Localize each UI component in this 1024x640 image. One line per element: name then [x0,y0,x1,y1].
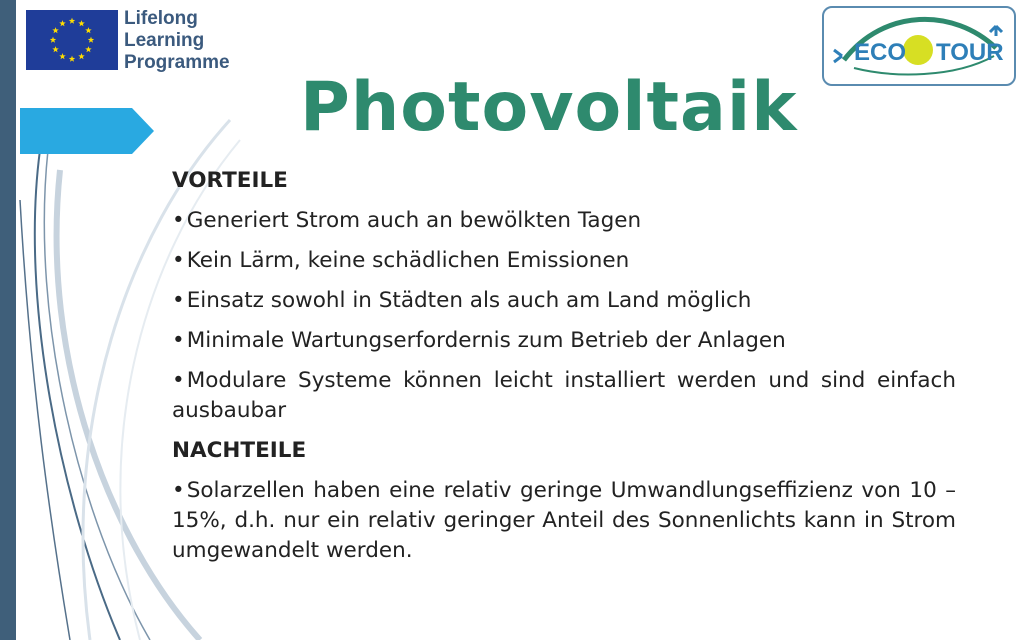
ecotour-logo-eco: ECO [854,39,907,66]
llp-line-1: Lifelong [124,8,198,29]
advantage-item-1: •Generiert Strom auch an bewölkten Tagen [172,208,642,233]
advantage-item-2: •Kein Lärm, keine schädlichen Emissionen [172,248,630,273]
disadvantages-heading: NACHTEILE [172,438,307,463]
advantage-item-4: •Minimale Wartungserfordernis zum Betrieb der Anlagen [172,328,786,353]
advantages-heading: VORTEILE [172,168,288,193]
llp-line-3: Programme [124,52,230,73]
advantage-item-5: •Modulare Systeme können leicht installiert werden und sind einfach ausbaubar [172,368,956,423]
slide-content [172,166,956,576]
ecotour-logo-graphic [824,8,1014,84]
llp-line-2: Learning [124,30,205,51]
eu-flag-icon [26,10,118,70]
ecotour-logo [822,6,1016,86]
advantage-item-3: •Einsatz sowohl in Städten als auch am Land möglich [172,288,752,313]
disadvantage-item-1: •Solarzellen haben eine relativ geringe Umwandlungseffizienz von 10 – 15%, d.h. nur ein relativ geringer Anteil des Sonnenlichts kann in Strom umgewandelt werden. [172,478,956,563]
ecotour-logo-tour: TOUR [936,39,1004,66]
arrow-tab-shape [20,108,154,154]
page-title: Photovoltaik [300,68,798,147]
llp-logo-text [124,8,230,74]
